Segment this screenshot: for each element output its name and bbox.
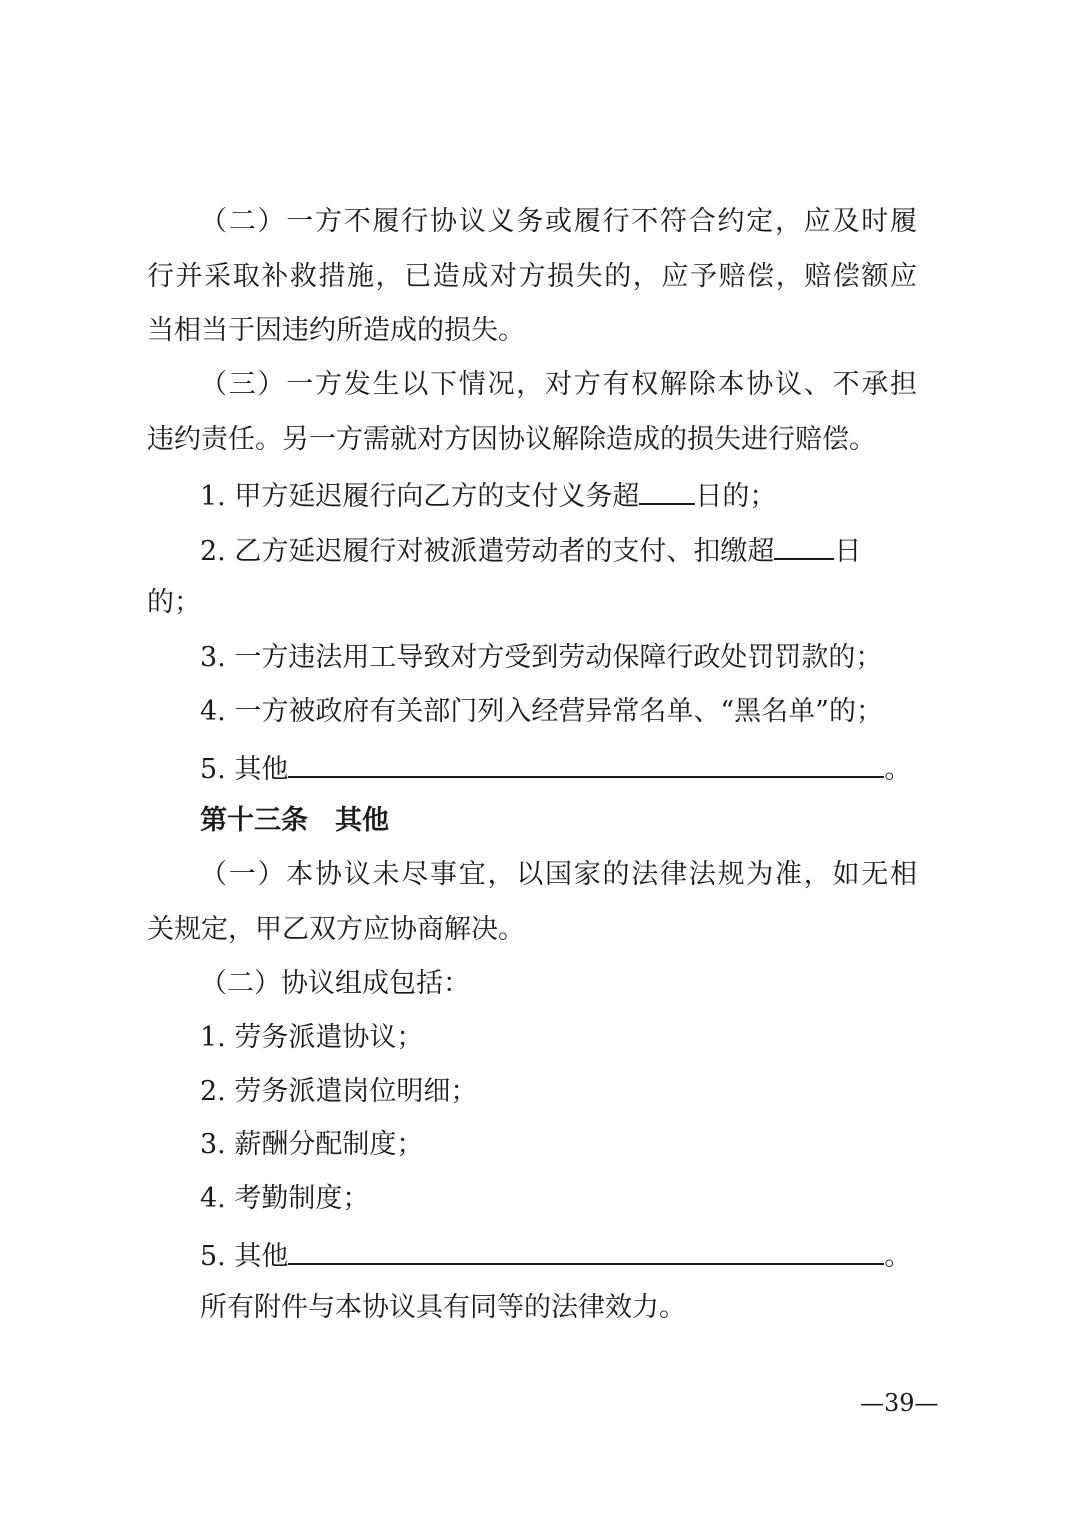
paragraph-3-line-2: 违约责任。另一方需就对方因协议解除造成的损失进行赔偿。	[147, 424, 876, 455]
component-item-5-text: 5. 其他	[200, 1241, 289, 1272]
list-item-1-text: 1. 甲方延迟履行向乙方的支付义务超	[200, 481, 640, 512]
paragraph-2-line-3: 当相当于因违约所造成的损失。	[147, 315, 525, 346]
closing-sentence: 所有附件与本协议具有同等的法律效力。	[200, 1292, 686, 1323]
paragraph-2-line-1: （二）一方不履行协议义务或履行不符合约定，应及时履	[200, 206, 917, 237]
list-item-2-continued: 的；	[147, 587, 201, 618]
paragraph-2-line-2: 行并采取补救措施，已造成对方损失的，应予赔偿，赔偿额应	[147, 261, 917, 292]
component-item-2: 2. 劳务派遣岗位明细；	[200, 1076, 478, 1107]
fill-in-blank[interactable]	[288, 1237, 884, 1265]
list-item-3: 3. 一方违法用工导致对方受到劳动保障行政处罚罚款的；	[200, 642, 883, 673]
list-item-1	[200, 477, 917, 514]
component-item-4: 4. 考勤制度；	[200, 1183, 370, 1214]
list-item-1-suffix: 日的；	[695, 481, 777, 512]
list-item-5	[200, 750, 917, 787]
article-13-para-1-line-2: 关规定，甲乙双方应协商解决。	[147, 914, 525, 945]
component-item-1: 1. 劳务派遣协议；	[200, 1022, 424, 1053]
list-item-5-suffix: 。	[884, 754, 912, 785]
list-item-2-suffix: 日	[834, 536, 862, 567]
article-13-para-1-line-1: （一）本协议未尽事宜，以国家的法律法规为准，如无相	[200, 859, 917, 890]
article-13-para-2: （二）协议组成包括：	[200, 968, 470, 999]
list-item-2	[200, 532, 917, 569]
component-item-5-suffix: 。	[884, 1241, 912, 1272]
list-item-5-text: 5. 其他	[200, 754, 289, 785]
component-item-3: 3. 薪酬分配制度；	[200, 1129, 424, 1160]
fill-in-blank[interactable]	[639, 477, 695, 505]
page-number: —39—	[860, 1389, 939, 1417]
list-item-2-text: 2. 乙方延迟履行对被派遣劳动者的支付、扣缴超	[200, 536, 775, 567]
list-item-4: 4. 一方被政府有关部门列入经营异常名单、“黑名单”的；	[200, 696, 883, 727]
fill-in-blank[interactable]	[288, 750, 884, 778]
paragraph-3-line-1: （三）一方发生以下情况，对方有权解除本协议、不承担	[200, 369, 917, 400]
fill-in-blank[interactable]	[774, 532, 834, 560]
article-13-heading: 第十三条 其他	[200, 805, 389, 836]
component-item-5	[200, 1237, 917, 1274]
